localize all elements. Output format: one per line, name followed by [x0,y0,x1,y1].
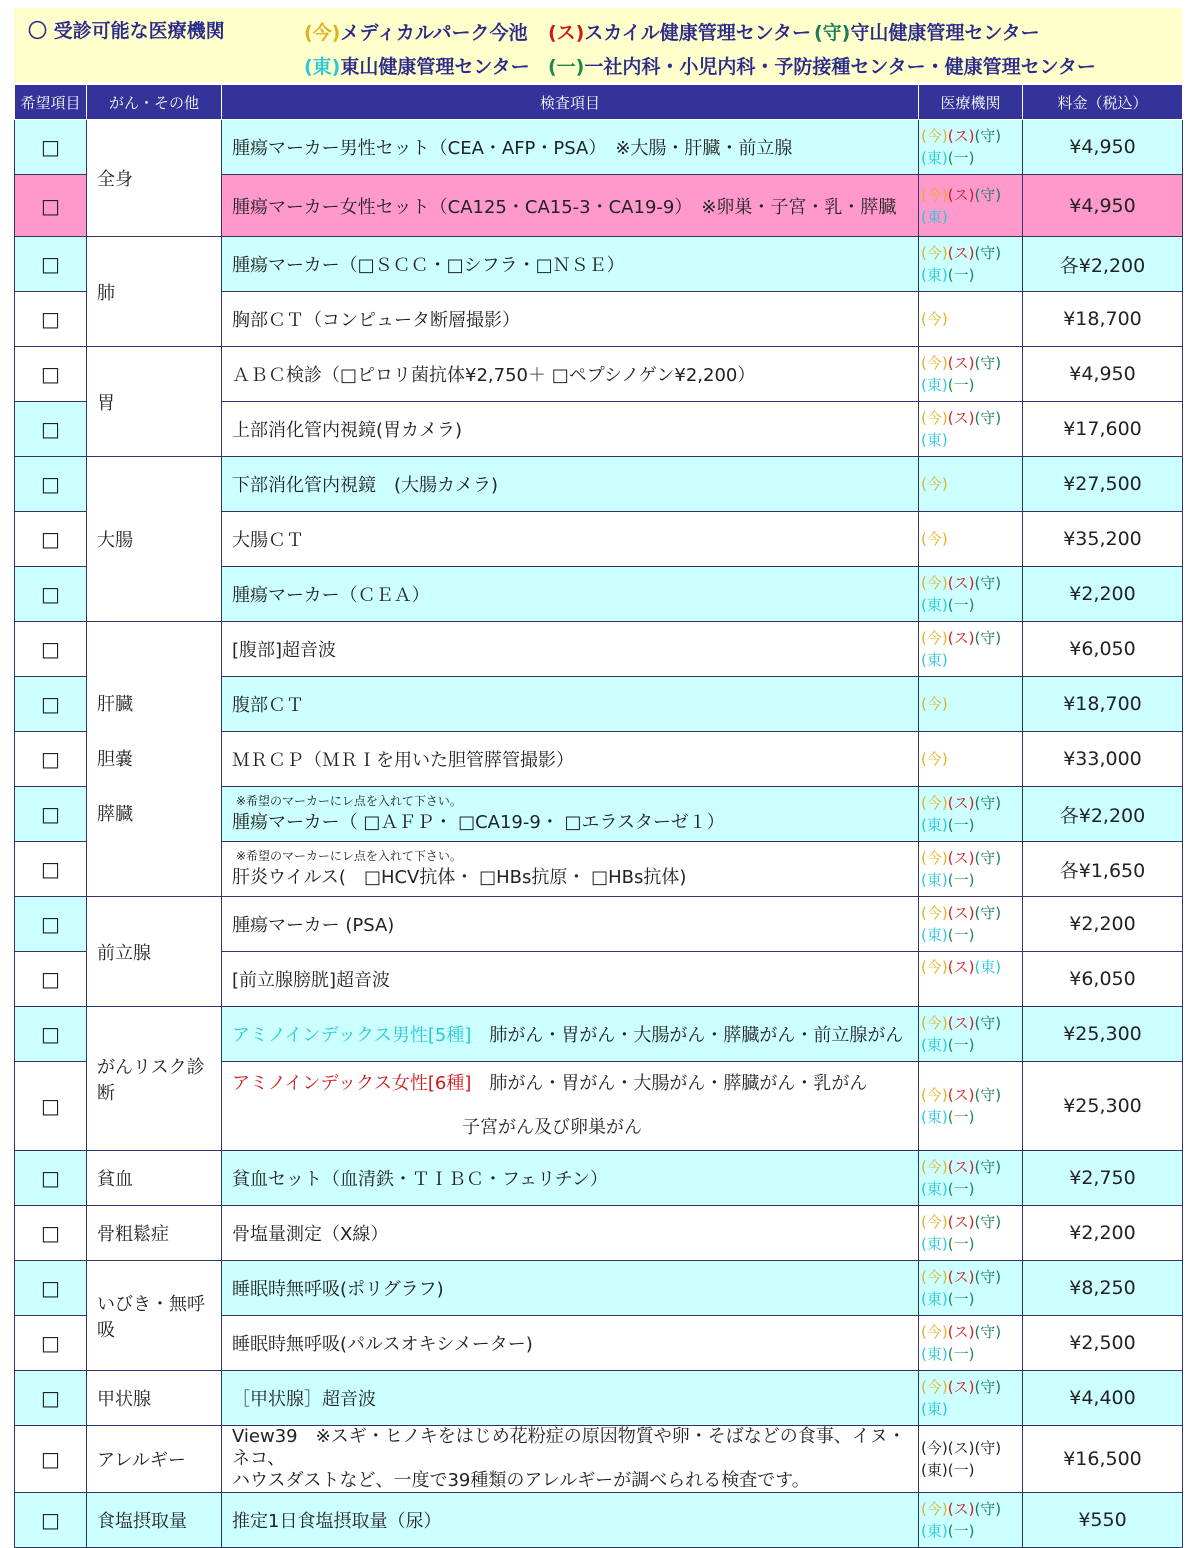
category-i: 胃 [87,347,222,457]
item-note: ※希望のマーカーにレ点を入れて下さい。 [236,849,462,863]
header-hospital: 医療機関 [919,85,1023,120]
item-text-2: ハウスダストなど、一度で39種類のアレルギーが調べられる検査です。 [232,1470,810,1491]
header-price: 料金（税込） [1023,85,1183,120]
table-row [15,1261,1183,1316]
price: 各¥2,200 [1023,237,1183,292]
checkbox[interactable]: □ [15,402,87,457]
hospital-codes: (今) [919,677,1023,732]
exam-table [14,84,1183,1548]
exam-item: ［甲状腺］超音波 [222,1371,919,1426]
checkbox[interactable]: □ [15,457,87,512]
checkbox[interactable]: □ [15,175,87,237]
header-category: がん・その他 [87,85,222,120]
exam-item: 貧血セット（血清鉄・ＴＩＢＣ・フェリチン） [222,1151,919,1206]
category-zenritsu: 前立腺 [87,897,222,1007]
exam-item: 腫瘍マーカー（□ＳＣＣ・□シフラ・□ＮＳＥ） [222,237,919,292]
hospital-codes: (今)(ス)(守) (東)(一) [919,1426,1023,1493]
category-hinketsu: 貧血 [87,1151,222,1206]
hospital-codes: (今)(ス)(守) (東)(一) [919,120,1023,175]
table-row [15,1371,1183,1426]
table-header [15,85,1183,120]
exam-item: 大腸ＣＴ [222,512,919,567]
hospital-codes: (今)(ス)(守) (東)(一) [919,787,1023,842]
legend-ichi: (一)一社内科・小児内科・予防接種センター・健康管理センター [548,56,1096,78]
hospital-codes: (今)(ス)(守) (東)(一) [919,1493,1023,1548]
checkbox[interactable]: □ [15,787,87,842]
checkbox[interactable]: □ [15,347,87,402]
checkbox[interactable]: □ [15,1062,87,1151]
category-kanzo-2: 胆嚢 [97,748,133,770]
checkbox[interactable]: □ [15,1493,87,1548]
price: 各¥2,200 [1023,787,1183,842]
price: ¥2,500 [1023,1316,1183,1371]
price: ¥2,200 [1023,1206,1183,1261]
checkbox[interactable]: □ [15,897,87,952]
price: ¥2,200 [1023,897,1183,952]
exam-item: [腹部]超音波 [222,622,919,677]
table-row [15,1426,1183,1493]
hospital-codes: (今)(ス)(守) (東)(一) [919,842,1023,897]
hospital-codes: (今) [919,292,1023,347]
checkbox[interactable]: □ [15,1007,87,1062]
checkbox[interactable]: □ [15,1316,87,1371]
checkbox[interactable]: □ [15,1206,87,1261]
price: ¥18,700 [1023,677,1183,732]
exam-item: 腫瘍マーカー (PSA) [222,897,919,952]
item-text: View39 ※スギ・ヒノキをはじめ花粉症の原因物質や卵・そばなどの食事、イヌ・ネコ、 [232,1426,906,1469]
item-text: 肝炎ウイルス( □HCV抗体・ □HBs抗原・ □HBs抗体) [232,867,687,888]
hospital-codes: (今) [919,732,1023,787]
category-risk: がんリスク診断 [87,1007,222,1151]
checkbox[interactable]: □ [15,952,87,1007]
checkbox[interactable]: □ [15,622,87,677]
exam-item: 腫瘍マーカー（ＣＥＡ） [222,567,919,622]
price: 各¥1,650 [1023,842,1183,897]
checkbox[interactable]: □ [15,512,87,567]
hospital-codes: (今)(ス)(守) (東)(一) [919,1151,1023,1206]
checkbox[interactable]: □ [15,732,87,787]
exam-item [222,1007,919,1062]
price: ¥27,500 [1023,457,1183,512]
price: ¥550 [1023,1493,1183,1548]
price: ¥17,600 [1023,402,1183,457]
item-text: 肺がん・胃がん・大腸がん・膵臓がん・前立腺がん [489,1025,904,1046]
price: ¥25,300 [1023,1007,1183,1062]
item-text: 肺がん・胃がん・大腸がん・膵臓がん・乳がん [489,1073,868,1094]
item-label: アミノインデックス女性[6種] [232,1073,472,1094]
item-note: ※希望のマーカーにレ点を入れて下さい。 [236,794,462,808]
checkbox[interactable]: □ [15,120,87,175]
checkbox[interactable]: □ [15,1426,87,1493]
checkbox[interactable]: □ [15,567,87,622]
exam-item: [前立腺膀胱]超音波 [222,952,919,1007]
checkbox[interactable]: □ [15,677,87,732]
hospital-codes: (今)(ス)(守) (東) [919,1371,1023,1426]
hospital-codes: (今)(ス)(東) [919,952,1023,1007]
legend-mori: (守)守山健康管理センター [814,22,1040,44]
category-shokuen: 食塩摂取量 [87,1493,222,1548]
price: ¥6,050 [1023,952,1183,1007]
exam-item: 腫瘍マーカー男性セット（CEA・AFP・PSA） ※大腸・肝臓・前立腺 [222,120,919,175]
price: ¥2,200 [1023,567,1183,622]
exam-item: 胸部ＣＴ（コンピュータ断層撮影） [222,292,919,347]
price: ¥4,400 [1023,1371,1183,1426]
table-row [15,622,1183,677]
hospital-codes: (今)(ス)(守) (東)(一) [919,1206,1023,1261]
checkbox[interactable]: □ [15,842,87,897]
hospital-codes: (今)(ス)(守) (東)(一) [919,567,1023,622]
table-row [15,237,1183,292]
header-item: 検査項目 [222,85,919,120]
price: ¥4,950 [1023,175,1183,237]
table-row [15,1151,1183,1206]
legend-title: 〇 受診可能な医療機関 [28,20,225,42]
hospital-codes: (今) [919,457,1023,512]
hospital-codes: (今)(ス)(守) (東)(一) [919,1007,1023,1062]
checkbox[interactable]: □ [15,1261,87,1316]
item-text-2: 子宮がん及び卵巣がん [462,1117,642,1138]
price: ¥8,250 [1023,1261,1183,1316]
exam-item: 睡眠時無呼吸(パルスオキシメーター) [222,1316,919,1371]
hospital-codes: (今) [919,512,1023,567]
category-kanzo [87,622,222,897]
exam-item: 腫瘍マーカー女性セット（CA125・CA15-3・CA19-9） ※卵巣・子宮・乳・膵臓 [222,175,919,237]
category-daicho: 大腸 [87,457,222,622]
hospital-codes: (今)(ス)(守) (東)(一) [919,1062,1023,1151]
hospital-codes: (今)(ス)(守) (東)(一) [919,1261,1023,1316]
exam-item: 腹部ＣＴ [222,677,919,732]
table-row [15,120,1183,175]
category-kanzo-3: 膵臓 [97,803,133,825]
category-koujou: 甲状腺 [87,1371,222,1426]
hospital-codes: (今)(ス)(守) (東)(一) [919,237,1023,292]
price: ¥4,950 [1023,347,1183,402]
category-kanzo-1: 肝臓 [97,693,133,715]
hospital-codes: (今)(ス)(守) (東) [919,175,1023,237]
exam-item: 上部消化管内視鏡(胃カメラ) [222,402,919,457]
exam-item: ＡＢＣ検診（□ピロリ菌抗体¥2,750＋ □ペプシノゲン¥2,200） [222,347,919,402]
hospital-codes: (今)(ス)(守) (東) [919,622,1023,677]
price: ¥25,300 [1023,1062,1183,1151]
table-row [15,1206,1183,1261]
category-ibiki: いびき・無呼吸 [87,1261,222,1371]
exam-item [222,1426,919,1493]
category-kotsu: 骨粗鬆症 [87,1206,222,1261]
exam-item: ＭＲＣＰ（ＭＲＩを用いた胆管膵管撮影） [222,732,919,787]
price: ¥16,500 [1023,1426,1183,1493]
category-zenshin: 全身 [87,120,222,237]
hospital-codes: (今)(ス)(守) (東) [919,402,1023,457]
checkbox[interactable]: □ [15,237,87,292]
table-row [15,457,1183,512]
hospital-codes: (今)(ス)(守) (東)(一) [919,347,1023,402]
hospital-codes: (今)(ス)(守) (東)(一) [919,897,1023,952]
exam-item: 骨塩量測定（X線） [222,1206,919,1261]
item-text: 腫瘍マーカー（ □ＡＦＰ・ □CA19-9・ □エラスターゼ１） [232,812,725,833]
hospital-codes: (今)(ス)(守) (東)(一) [919,1316,1023,1371]
price: ¥6,050 [1023,622,1183,677]
category-allergy: アレルギー [87,1426,222,1493]
header-want: 希望項目 [15,85,87,120]
price: ¥35,200 [1023,512,1183,567]
legend-ima: (今)メディカルパーク今池 [304,22,528,44]
exam-item: 推定1日食塩摂取量（尿） [222,1493,919,1548]
legend [14,8,1182,82]
legend-higa: (東)東山健康管理センター [304,56,530,78]
price: ¥4,950 [1023,120,1183,175]
table-row [15,897,1183,952]
exam-item: 下部消化管内視鏡 (大腸カメラ) [222,457,919,512]
item-label: アミノインデックス男性[5種] [232,1025,472,1046]
table-row [15,1007,1183,1062]
checkbox[interactable]: □ [15,292,87,347]
table-row [15,347,1183,402]
table-row [15,1493,1183,1548]
price: ¥18,700 [1023,292,1183,347]
exam-item: 睡眠時無呼吸(ポリグラフ) [222,1261,919,1316]
price: ¥33,000 [1023,732,1183,787]
exam-item [222,842,919,897]
price: ¥2,750 [1023,1151,1183,1206]
legend-su: (ス)スカイル健康管理センター [548,22,812,44]
exam-item [222,787,919,842]
checkbox[interactable]: □ [15,1151,87,1206]
exam-item [222,1062,919,1151]
checkbox[interactable]: □ [15,1371,87,1426]
category-hai: 肺 [87,237,222,347]
